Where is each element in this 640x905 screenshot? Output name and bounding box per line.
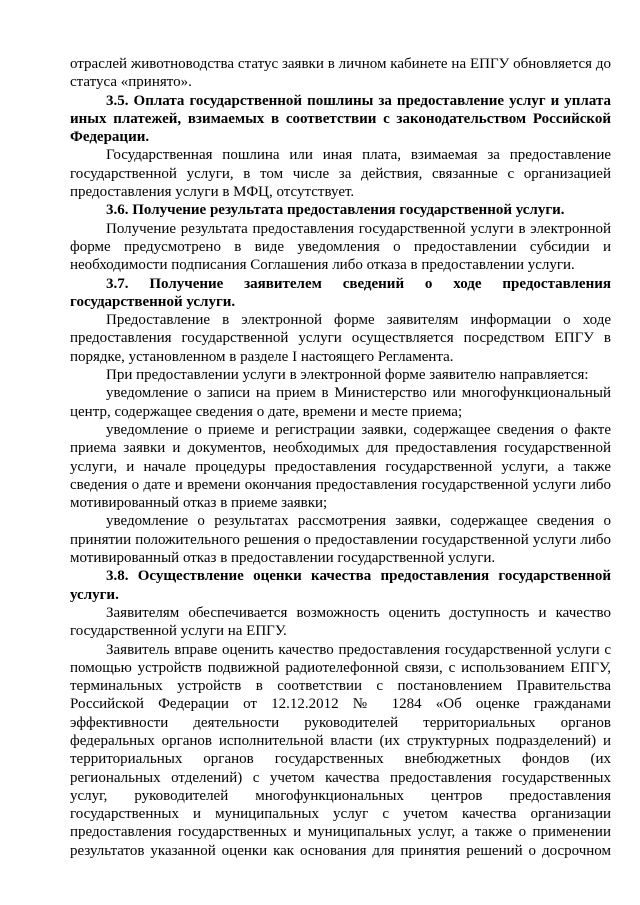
section-heading: 3.6. Получение результата предоставления государственной услуги. [106, 202, 565, 219]
body-paragraph: Заявитель вправе оценить качество предоставления государственной услуги с помощью устройств подвижной радиотелефонной связи, с использованием ЕПГУ, терминальных устройств в соответствии с постановлением Правительства Российской Федерации от 12.12.2012 № 1284 «Об оценке гражданами эффективности деятельности руководителей территориальных органов федеральных органов исполнительной власти (их структурных подразделений) и территориальных органов государственных внебюджетных фондов (их региональных отделений) с учетом качества предоставления государственных услуг, руководителей многофункциональных центров предоставления государственных и муниципальных услуг с учетом качества организации предоставления государственных и муниципальных услуг, а также о применении результатов указанной оценки как основания для принятия решений о досрочном [70, 641, 611, 859]
section-heading: 3.7. Получение заявителем сведений о ходе предоставления государственной услуги. [70, 275, 611, 310]
body-paragraph: уведомление о приеме и регистрации заявки, содержащее сведения о факте приема заявки и документов, необходимых для предоставления государственной услуги, и начале процедуры предоставления государственной услуги, а также сведения о дате и времени окончания предоставления государственной услуги либо мотивированный отказ в приеме заявки; [70, 421, 611, 512]
body-paragraph: Предоставление в электронной форме заявителям информации о ходе предоставления государственной услуги осуществляется посредством ЕПГУ в порядке, установленном в разделе I настоящего Регламента. [70, 312, 611, 365]
body-paragraph: Государственная пошлина или иная плата, взимаемая за предоставление государственной услуги, в том числе за действия, связанные с организацией предоставления услуги в МФЦ, отсутствует. [70, 147, 611, 201]
section-heading: 3.5. Оплата государственной пошлины за предоставление услуг и уплата иных платежей, взимаемых в соответствии с законодательством Российской Федерации. [70, 92, 611, 146]
body-paragraph: отраслей животноводства статус заявки в личном кабинете на ЕПГУ обновляется до статуса «принято». [70, 56, 611, 91]
body-paragraph: уведомление о результатах рассмотрения заявки, содержащее сведения о принятии положительного решения о предоставлении государственной услуги либо мотивированный отказ в предоставлении государственной услуги. [70, 513, 611, 567]
document-page [70, 55, 611, 860]
body-paragraph: Получение результата предоставления государственной услуги в электронной форме предусмотрено в виде уведомления о предоставлении субсидии и необходимости подписания Соглашения либо отказа в предоставлении услуги. [70, 220, 611, 274]
body-paragraph: Заявителям обеспечивается возможность оценить доступность и качество государственной услуги на ЕПГУ. [70, 604, 611, 640]
section-heading: 3.8. Осуществление оценки качества предоставления государственной услуги. [70, 568, 611, 603]
body-paragraph: При предоставлении услуги в электронной форме заявителю направляется: [106, 367, 589, 384]
body-paragraph: уведомление о записи на прием в Министерство или многофункциональный центр, содержащее сведения о дате, времени и месте приема; [70, 385, 611, 420]
